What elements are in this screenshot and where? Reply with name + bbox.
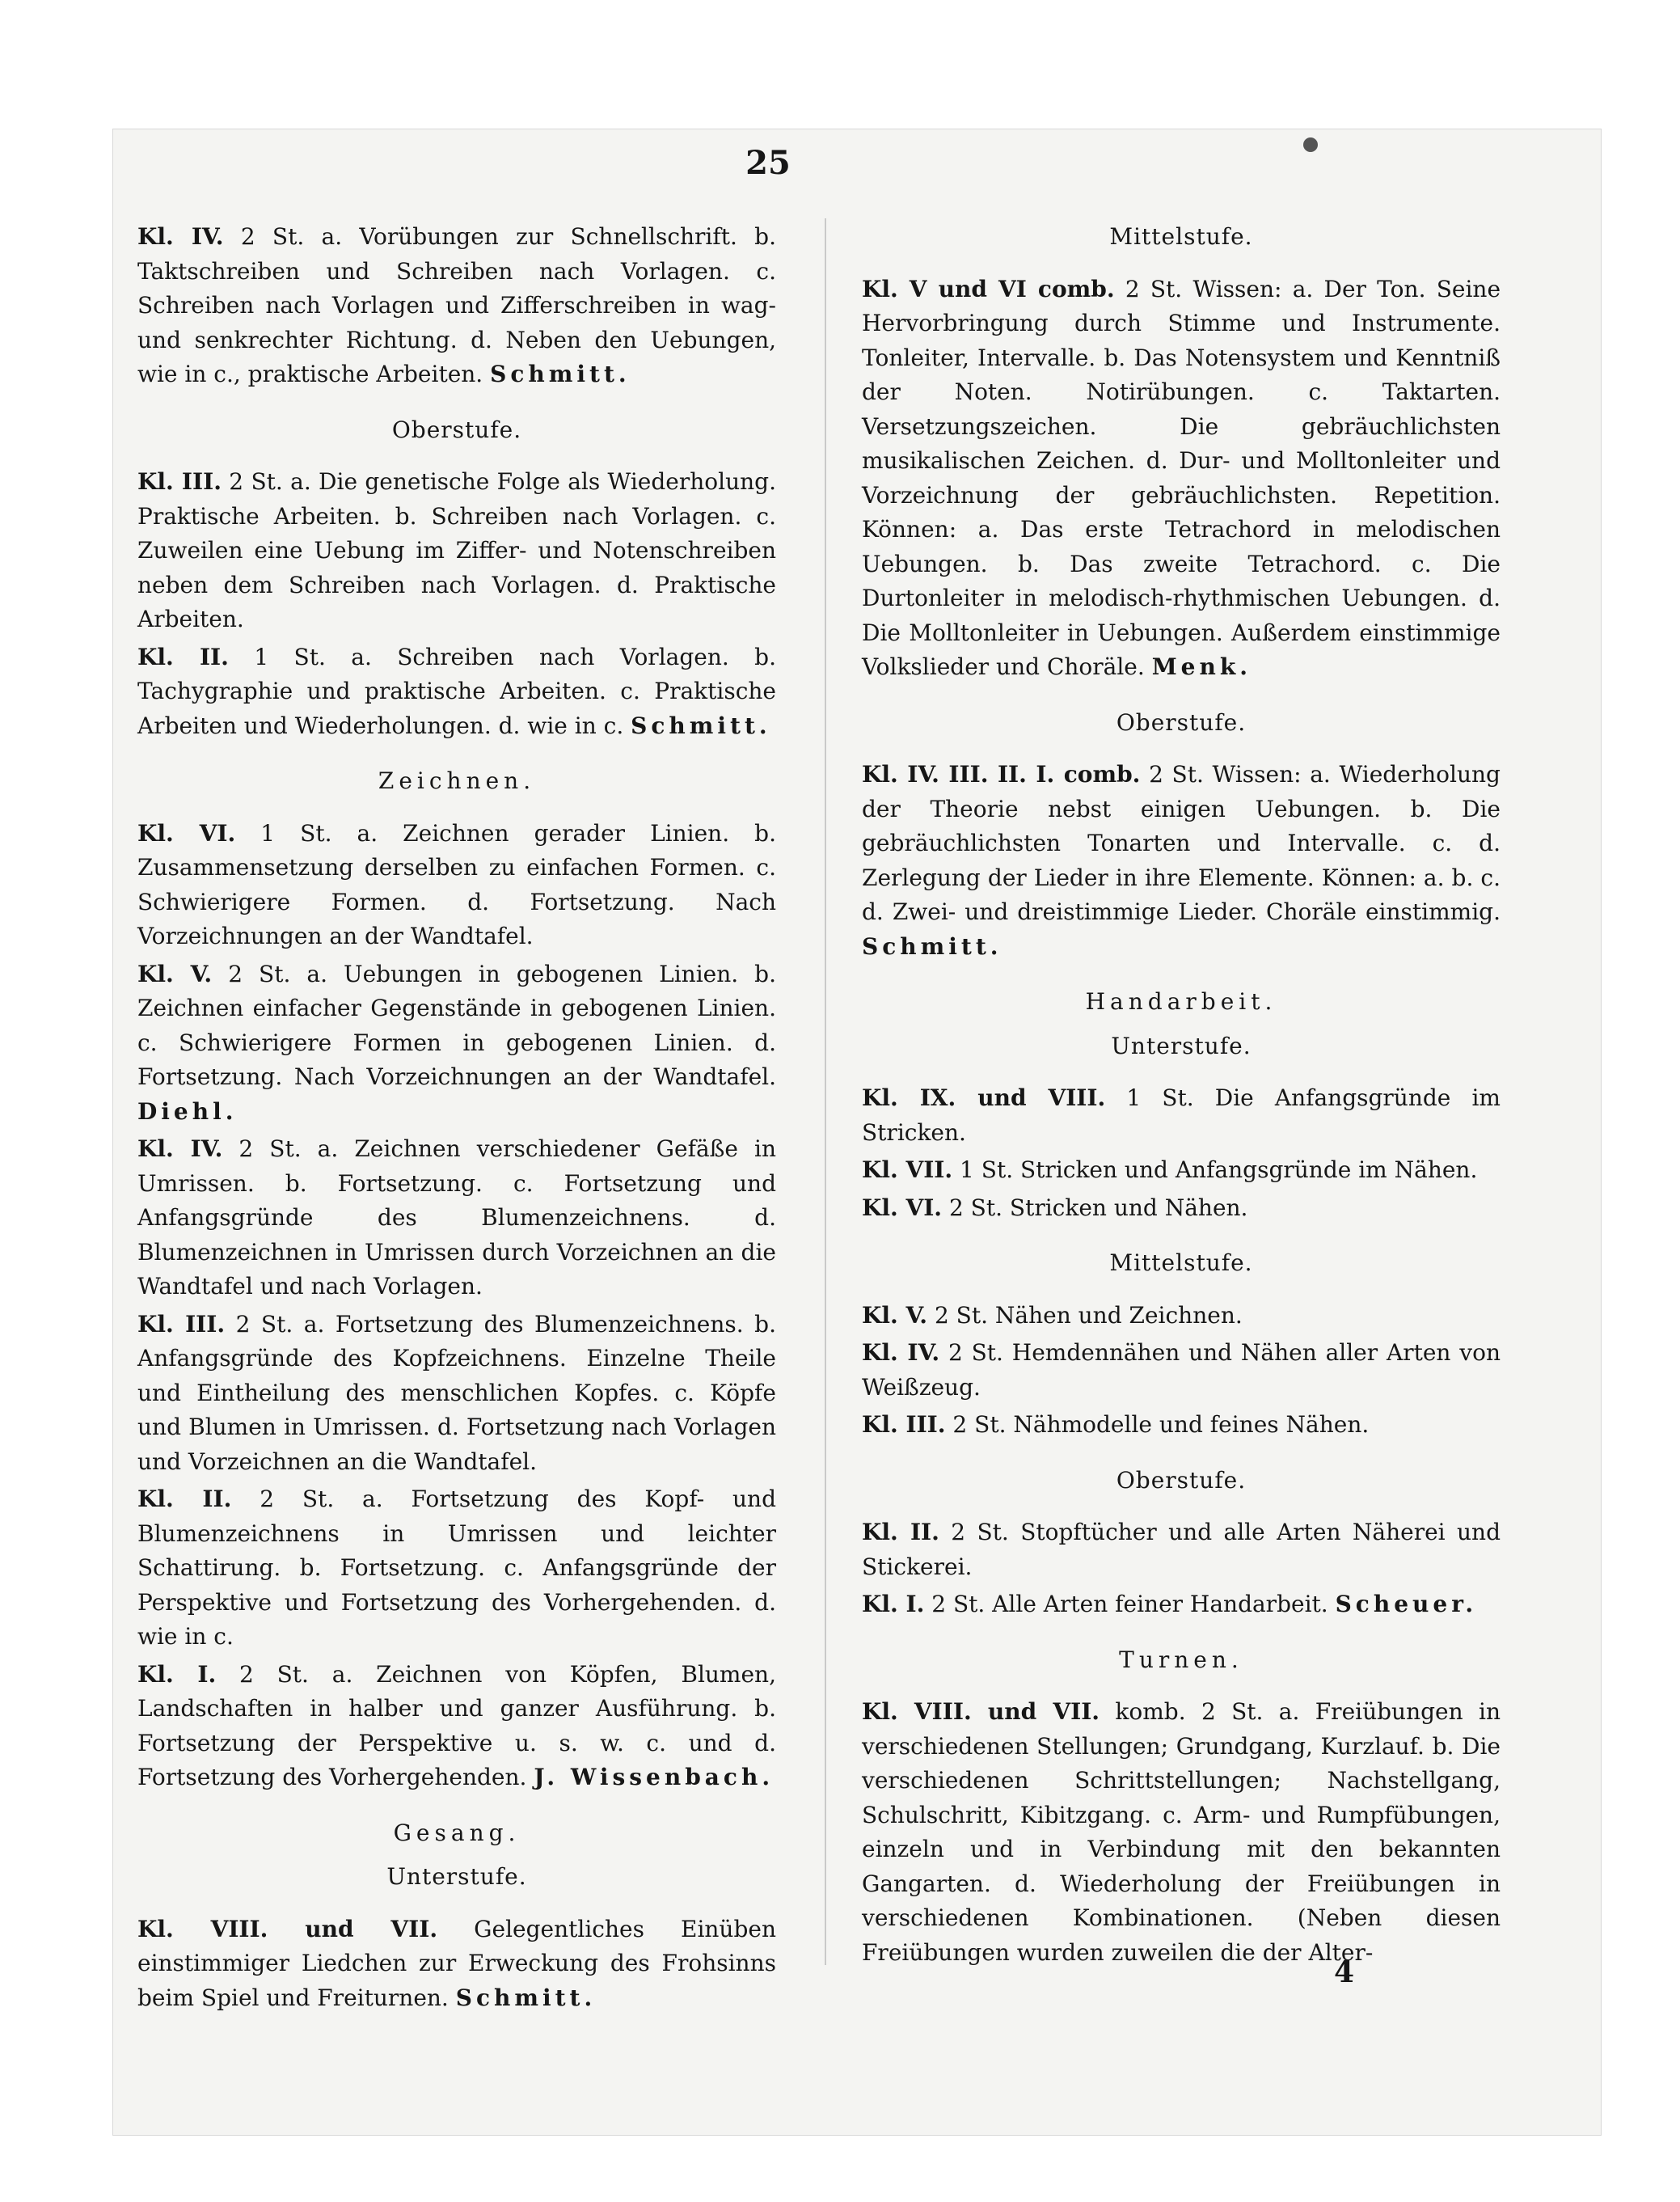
class-entry <box>137 465 776 637</box>
entry-text: 2 St. Nähen und Zeichnen. <box>934 1301 1243 1329</box>
teacher-name: Schmitt. <box>455 1984 597 2011</box>
left-column <box>137 220 776 2018</box>
class-label: Kl. II. <box>137 1486 232 1512</box>
class-label: Kl. III. <box>137 468 222 495</box>
class-label: Kl. IX. und VIII. <box>862 1084 1106 1111</box>
entry-text: 2 St. a. Fortsetzung des Blumenzeichnens. b. Anfangsgründe des Kopfzeichnens. Einzelne Theile und Eintheilung des menschlichen Kopfes. c. Köpfe und Blumen in Umrissen. d. Fortsetzung nach Vorlagen und Vorzeichnen an die Wandtafel. <box>137 1310 776 1475</box>
class-entry <box>862 1153 1501 1188</box>
class-entry <box>137 1132 776 1304</box>
page-number: 25 <box>745 144 791 182</box>
class-label: Kl. IV. <box>137 1135 223 1162</box>
entry-text: 2 St. Nähmodelle und feines Nähen. <box>952 1411 1370 1438</box>
section-heading: Mittelstufe. <box>1109 1249 1253 1276</box>
entry-text: 2 St. a. Fortsetzung des Kopf- und Blumenzeichnens in Umrissen und leichter Schattirung. b. Fortsetzung. c. Anfangsgründe der Perspektive und Fortsetzung des Vorhergehenden. d. wie in c. <box>137 1486 776 1650</box>
class-label: Kl. VIII. und VII. <box>862 1698 1100 1725</box>
teacher-name: Menk. <box>1151 653 1252 680</box>
class-entry <box>862 273 1501 685</box>
section-heading: Oberstufe. <box>1116 1466 1247 1494</box>
class-entry <box>862 1515 1501 1584</box>
column-divider <box>825 218 826 1965</box>
class-entry <box>862 1408 1501 1443</box>
section-heading: Oberstufe. <box>1116 708 1247 736</box>
class-entry <box>137 817 776 954</box>
teacher-name: Schmitt. <box>862 932 1003 960</box>
class-entry <box>862 758 1501 964</box>
class-label: Kl. VII. <box>862 1156 953 1183</box>
entry-text: 2 St. Stricken und Nähen. <box>948 1194 1248 1221</box>
entry-text: Gelegentliches Einüben einstimmiger Liedchen zur Erweckung des Frohsinns beim Spiel und Freiturnen. <box>137 1915 776 2011</box>
class-entry <box>137 1308 776 1480</box>
class-entry <box>137 1482 776 1655</box>
class-entry <box>137 640 776 744</box>
section-heading: Gesang. <box>393 1819 521 1846</box>
teacher-name: Schmitt. <box>490 361 631 387</box>
class-entry <box>862 1695 1501 1970</box>
entry-text: 2 St. a. Die genetische Folge als Wiederholung. Praktische Arbeiten. b. Schreiben nach Vorlagen. c. Zuweilen eine Uebung im Ziffer- und Notenschreiben neben dem Schreiben nach Vorlagen. d. Praktische Arbeiten. <box>137 468 776 632</box>
signature-mark: 4 <box>1334 1955 1355 1989</box>
class-label: Kl. I. <box>862 1591 925 1617</box>
entry-text: 2 St. a. Uebungen in gebogenen Linien. b. Zeichnen einfacher Gegenstände in gebogenen Linien. c. Schwierigere Formen in gebogenen Linien. d. Fortsetzung. Nach Vorzeichnungen an der Wandtafel. <box>137 960 777 1090</box>
class-label: Kl. VIII. und VII. <box>137 1915 438 1942</box>
class-entry <box>862 1191 1501 1226</box>
class-entry <box>862 1336 1501 1405</box>
teacher-name: Schmitt. <box>631 712 771 739</box>
class-label: Kl. II. <box>862 1519 939 1545</box>
class-label: Kl. IV. <box>137 223 224 250</box>
section-heading: Zeichnen. <box>378 767 536 794</box>
class-entry <box>137 1658 776 1795</box>
entry-text: 1 St. Stricken und Anfangsgründe im Nähen. <box>960 1156 1478 1183</box>
entry-text: 1 St. a. Schreiben nach Vorlagen. b. Tachygraphie und praktische Arbeiten. c. Praktische Arbeiten und Wiederholungen. d. wie in c. <box>137 643 776 739</box>
section-heading: Turnen. <box>1119 1646 1243 1673</box>
class-label: Kl. V und VI comb. <box>862 275 1115 302</box>
section-heading: Mittelstufe. <box>1109 223 1253 250</box>
entry-text: 2 St. a. Zeichnen von Köpfen, Blumen, Landschaften in halber und ganzer Ausführung. b. Fortsetzung der Perspektive u. s. w. c. und d. Fortsetzung des Vorhergehenden. <box>137 1660 776 1790</box>
entry-text: 2 St. a. Zeichnen verschiedener Gefäße in Umrissen. b. Fortsetzung. c. Fortsetzung und Anfangsgründe des Blumenzeichnens. d. Blumenzeichnen in Umrissen durch Vorzeichnen an die Wandtafel und nach Vorlagen. <box>137 1135 776 1300</box>
class-entry <box>862 1587 1501 1622</box>
right-column <box>862 220 1501 1973</box>
class-entry <box>137 220 776 392</box>
entry-text: 1 St. Die Anfangsgründe im Stricken. <box>862 1084 1501 1146</box>
teacher-name: J. Wissenbach. <box>534 1764 775 1790</box>
entry-text: 2 St. Wissen: a. Wiederholung der Theorie nebst einigen Uebungen. b. Die gebräuchlichsten Tonarten und Intervalle. c. d. Zerlegung der Lieder in ihre Elemente. Können: a. b. c. d. Zwei- und dreistimmige Lieder. Choräle einstimmig. <box>862 761 1501 925</box>
entry-text: 2 St. a. Vorübungen zur Schnellschrift. b. Taktschreiben und Schreiben nach Vorlagen. c. Schreiben nach Vorlagen und Zifferschreiben in wag- und senkrechter Richtung. d. Neben den Uebungen, wie in c., praktische Arbeiten. <box>137 223 776 387</box>
entry-text: 2 St. Hemdennähen und Nähen aller Arten von Weißzeug. <box>862 1339 1501 1401</box>
class-label: Kl. IV. <box>862 1339 940 1366</box>
entry-text: komb. 2 St. a. Freiübungen in verschiedenen Stellungen; Grundgang, Kurzlauf. b. Die verschiedenen Schrittstellungen; Nachstellgang, Schulschritt, Kibitzgang. c. Arm- und Rumpfübungen, einzeln und in Verbindung mit den bekannten Gangarten. d. Wiederholung der Freiübungen in verschiedenen Kombinationen. (Neben diesen Freiübungen wurden zuweilen die der Alter- <box>862 1698 1501 1966</box>
class-label: Kl. V. <box>862 1301 928 1329</box>
class-entry <box>137 957 776 1130</box>
section-heading: Unterstufe. <box>1111 1032 1252 1059</box>
class-label: Kl. IV. III. II. I. comb. <box>862 761 1141 788</box>
entry-text: 2 St. Alle Arten feiner Handarbeit. <box>931 1591 1328 1617</box>
class-label: Kl. II. <box>137 643 229 670</box>
section-heading: Handarbeit. <box>1085 988 1277 1015</box>
teacher-name: Scheuer. <box>1335 1591 1478 1617</box>
class-label: Kl. VI. <box>862 1194 943 1221</box>
class-entry <box>137 1912 776 2016</box>
class-label: Kl. III. <box>862 1411 946 1438</box>
section-heading: Unterstufe. <box>386 1863 527 1890</box>
teacher-name: Diehl. <box>137 1097 238 1125</box>
entry-text: 1 St. a. Zeichnen gerader Linien. b. Zusammensetzung derselben zu einfachen Formen. c. Schwierigere Formen. d. Fortsetzung. Nach Vorzeichnungen an der Wandtafel. <box>137 819 776 949</box>
class-label: Kl. V. <box>137 960 213 987</box>
class-label: Kl. III. <box>137 1310 226 1338</box>
class-entry <box>862 1299 1501 1333</box>
class-label: Kl. VI. <box>137 819 236 847</box>
entry-text: 2 St. Stopftücher und alle Arten Näherei und Stickerei. <box>862 1519 1501 1580</box>
entry-text: 2 St. Wissen: a. Der Ton. Seine Hervorbringung durch Stimme und Instrumente. Tonleiter, Intervalle. b. Das Notensystem und Kenntniß der Noten. Notirübungen. c. Taktarten. Versetzungszeichen. Die gebräuchlichsten musikalischen Zeichen. d. Dur- und Molltonleiter und Vorzeichnung der gebräuchlichsten. Repetition. Können: a. Das erste Tetrachord in melodischen Uebungen. b. Das zweite Tetrachord. c. Die Durtonleiter in melodisch-rhythmischen Uebungen. d. Die Molltonleiter in Uebungen. Außerdem einstimmige Volkslieder und Choräle. <box>862 275 1501 680</box>
class-entry <box>862 1081 1501 1150</box>
section-heading: Oberstufe. <box>391 416 522 443</box>
class-label: Kl. I. <box>137 1660 217 1688</box>
ink-spot <box>1303 137 1318 152</box>
